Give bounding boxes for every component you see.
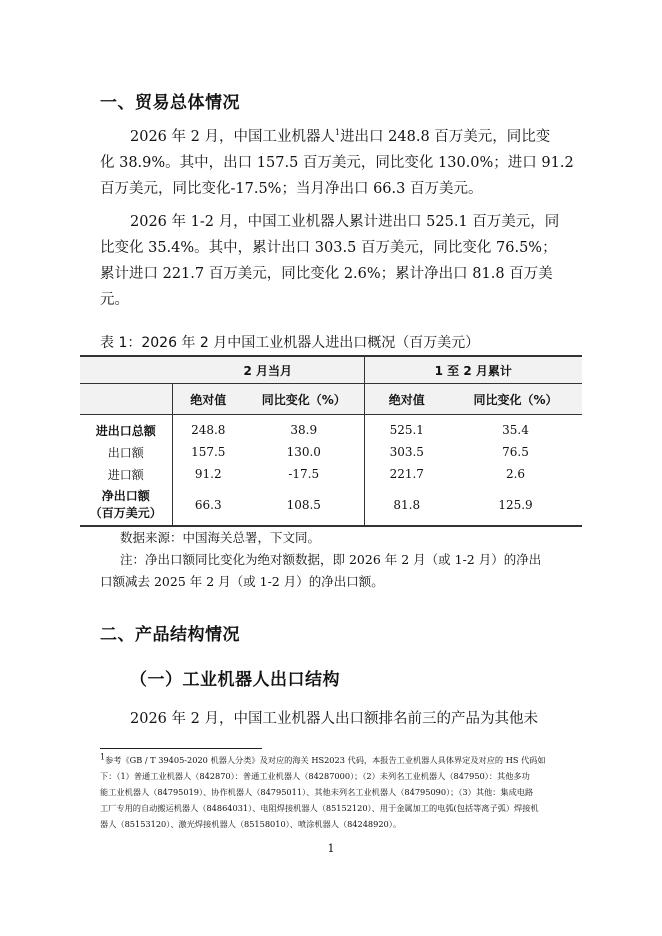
table-sub-header-row	[80, 384, 582, 415]
table-cell: 303.5	[364, 441, 449, 463]
row-label: 进出口总额	[95, 423, 156, 438]
table-cell: 91.2	[172, 463, 244, 485]
table-corner-cell	[80, 384, 172, 415]
column-header: 绝对值	[364, 384, 449, 415]
table-cell: 81.8	[364, 485, 449, 526]
paragraph-line: 累计进口 221.7 百万美元，同比变化 2.6%；累计净出口 81.8 百万美	[100, 266, 553, 282]
row-label: 进口额	[107, 467, 144, 482]
column-header: 同比变化（%）	[244, 384, 364, 415]
row-label-line: （百万美元）	[89, 506, 162, 520]
table-cell: 76.5	[502, 445, 529, 459]
column-header: 绝对值	[172, 384, 244, 415]
footnote-ref[interactable]: 1	[334, 128, 341, 138]
footnote-line: 器人（85153120）、激光焊接机器人（85158010）、喷涂机器人（84248920）。	[100, 819, 402, 829]
table-cell: 125.9	[449, 485, 582, 526]
row-label-line: 净出口额	[101, 489, 150, 503]
paragraph-line: 2026 年 1-2 月，中国工业机器人累计进出口 525.1 百万美元，同	[130, 214, 560, 230]
paragraph-line: 元。	[100, 292, 129, 308]
trade-summary-table	[80, 355, 582, 527]
footnote-line: 工厂专用的自动搬运机器人（84864031）、电阻焊接机器人（85152120）、用于金属加工的电弧(包括等离子弧）焊接机	[100, 803, 539, 813]
footnote-marker: 1	[100, 752, 106, 762]
text-run: 2026 年 2 月，中国工业机器人	[130, 129, 335, 145]
table-row	[80, 415, 582, 442]
paragraph-line: 比变化 35.4%。其中，累计出口 303.5 百万美元，同比变化 76.5%；	[100, 240, 557, 256]
text-run: 参考《GB / T 39405-2020 机器人分类》及对应的海关 HS2023 代码，本报告工业机器人具体界定及对应的 HS 代码如	[105, 755, 546, 765]
table-cell: 35.4	[502, 423, 529, 437]
table-cell: 157.5	[172, 441, 244, 463]
subsection-heading-export-structure: （一）工业机器人出口结构	[130, 670, 340, 690]
table-group-header-row	[80, 356, 582, 384]
data-source: 数据来源：中国海关总署，下文同。	[120, 530, 321, 545]
paragraph-monthly-summary	[100, 124, 574, 202]
footnote	[100, 752, 570, 832]
row-label	[80, 485, 172, 526]
table-cell: 221.7	[364, 463, 449, 485]
table-cell: 108.5	[244, 485, 364, 526]
table-cell: 66.3	[172, 485, 244, 526]
footnote-line	[100, 752, 570, 768]
table-cell: 38.9	[290, 423, 318, 437]
table-note-line: 注：净出口额同比变化为绝对额数据，即 2026 年 2 月（或 1-2 月）的净出	[120, 552, 542, 567]
paragraph-line	[100, 124, 562, 150]
footnote-line: 能工业机器人（84795019）、协作机器人（84795011）、其他未列名工业机器人（84795090）；（3）其他：集成电路	[100, 787, 534, 797]
table-notes	[100, 527, 572, 593]
table-corner-cell	[80, 356, 172, 384]
table-caption: 表 1：2026 年 2 月中国工业机器人进出口概况（百万美元）	[100, 335, 480, 351]
footnote-line: 下：（1）普通工业机器人（842870）：普通工业机器人（84287000）；（2）未列名工业机器人（847950）：其他多功	[100, 771, 530, 781]
paragraph-cumulative-summary	[100, 209, 562, 313]
text-run: 进出口 248.8 百万美元，同比变	[340, 129, 551, 145]
group-header-cumulative: 1 至 2 月累计	[364, 356, 582, 384]
section-heading-trade-overview: 一、贸易总体情况	[100, 93, 240, 113]
table-cell: 2.6	[505, 467, 526, 481]
column-header: 同比变化（%）	[449, 384, 582, 415]
paragraph-export-ranking	[100, 706, 562, 732]
section-heading-product-structure: 二、产品结构情况	[100, 625, 240, 645]
table-cell: -17.5	[288, 467, 320, 481]
footnote-separator	[100, 748, 262, 749]
row-label: 出口额	[107, 445, 144, 460]
table-row	[80, 485, 582, 526]
paragraph-line: 化 38.9%。其中，出口 157.5 百万美元，同比变化 130.0%；进口 91.2	[100, 155, 574, 171]
paragraph-line: 2026 年 2 月，中国工业机器人出口额排名前三的产品为其他未	[130, 711, 538, 727]
table-note-line: 口额减去 2025 年 2 月（或 1-2 月）的净出口额。	[100, 574, 384, 589]
group-header-month: 2 月当月	[172, 356, 364, 384]
table-row	[80, 441, 582, 463]
page-number: 1	[327, 842, 335, 855]
paragraph-line: 百万美元，同比变化-17.5%；当月净出口 66.3 百万美元。	[100, 181, 483, 197]
table-row	[80, 463, 582, 485]
table-cell: 248.8	[172, 415, 244, 442]
table-cell: 130.0	[286, 445, 321, 459]
table-cell: 525.1	[364, 415, 449, 442]
